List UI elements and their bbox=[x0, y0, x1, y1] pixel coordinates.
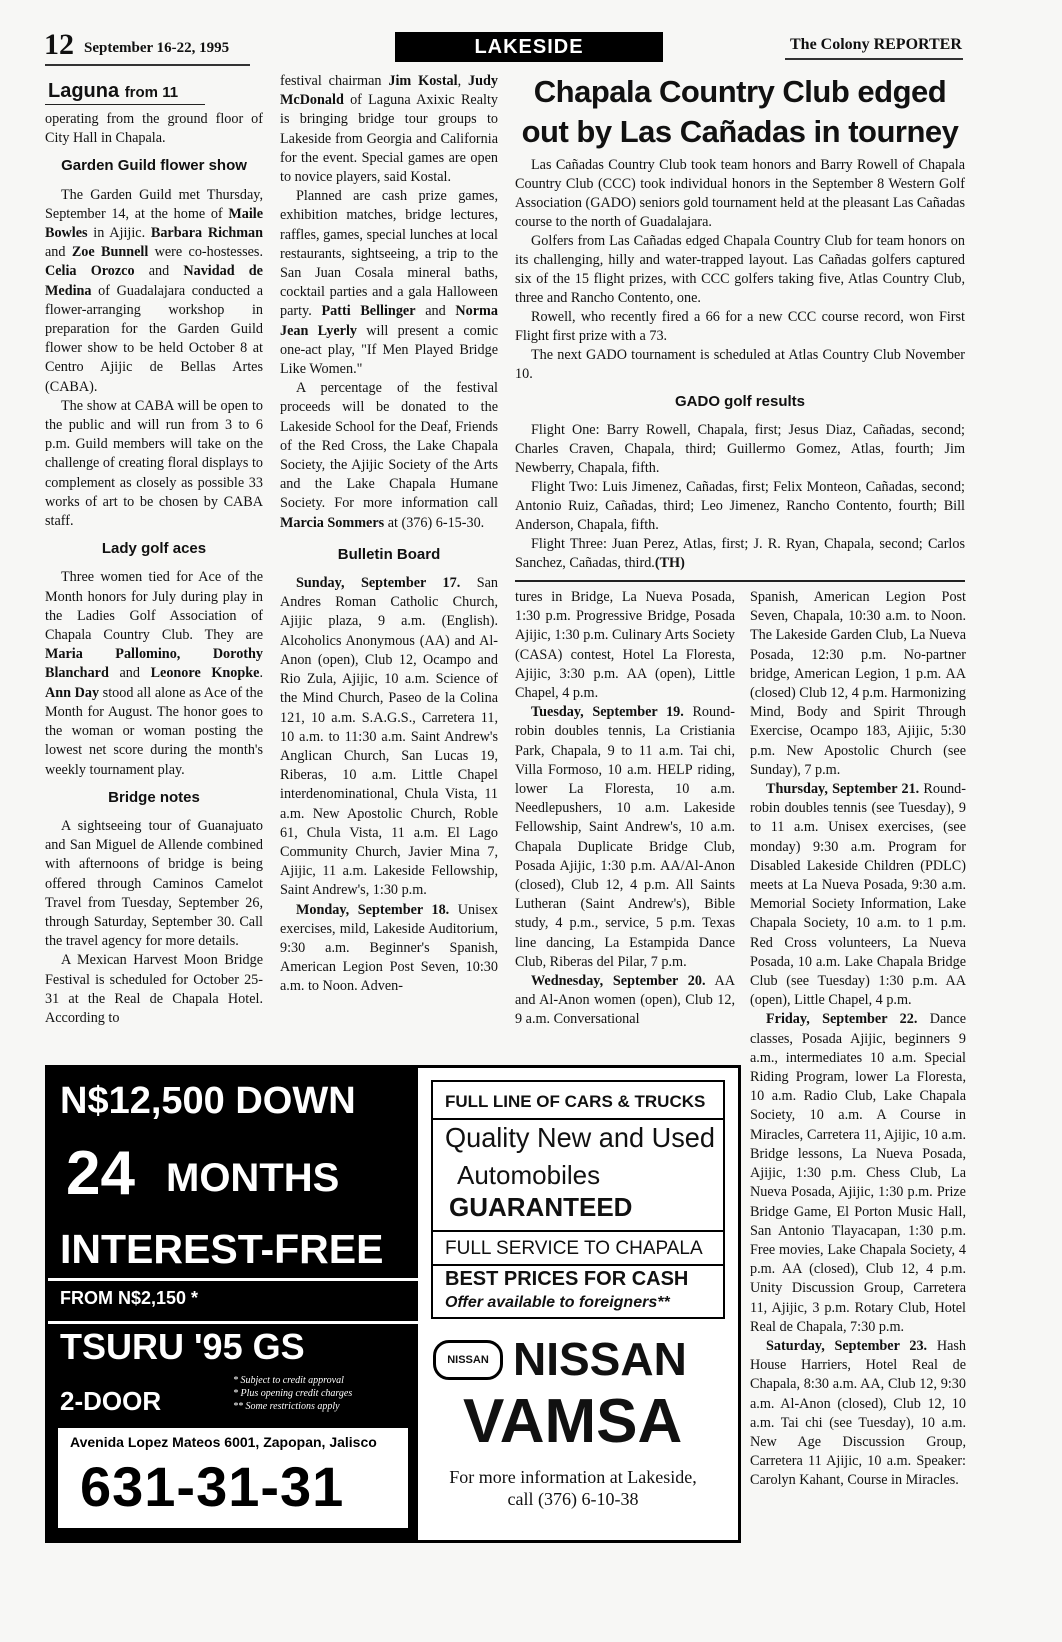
ad-offer-panel bbox=[48, 1068, 418, 1540]
ad-brand: NISSAN bbox=[513, 1333, 687, 1385]
text-run: will present a comic one-act play, "If Men Played Bridge Like Women." bbox=[280, 322, 498, 378]
text-run: Spanish, American Legion Post Seven, Chapala, 10:30 a.m. to Noon. The Lakeside Garden Club, La Nueva Posada, 12:30 p.m. No-partner bridge, American Legion, 1 p.m. AA (closed) Club 12, 4 p.m. Harmonizing Mind, Body and Spirit Through Exercise, Ocampo 183, Ajijic, 5:30 p.m. New Apostolic Church (see Sunday), 7 p.m. bbox=[750, 589, 966, 778]
text-run: Three women tied for Ace of the Month honors for July during play in the Ladies Golf Association of Chapala Country Club. They are bbox=[45, 569, 263, 644]
golf-story bbox=[515, 72, 965, 573]
paragraph bbox=[515, 588, 735, 703]
paragraph bbox=[280, 72, 498, 187]
text-run: The show at CABA will be open to the public and will run from 3 to 6 p.m. Guild members will take on the challenge of creating floral displays to complement as closely as possible 33 works of art to be chosen by CABA staff. bbox=[45, 397, 263, 530]
text-run: Round-robin doubles tennis (see Tuesday), 9 to 11 a.m. Unisex exercises, (see monday) 9:30 a.m. Program for Disabled Lakeside Children (PDLC) meets at La Nueva Posada, 9:30 a.m. Memorial Society Information, Lake Chapala Society, 10 a.m. to 1 p.m. Red Cross volunteers, La Nueva Posada, 10 a.m. Lake Chapala Bridge Club (see Tuesday) 1:30 p.m. AA (open), Little Chapel, 4 p.m. bbox=[750, 781, 966, 1009]
ad-automobiles: Automobiles bbox=[457, 1160, 601, 1190]
ad-quality: Quality New and Used bbox=[445, 1122, 715, 1153]
note: ** Some restrictions apply bbox=[233, 1401, 340, 1412]
text-run: and bbox=[108, 665, 151, 682]
bold-name: Jim Kostal bbox=[388, 73, 458, 89]
paragraph bbox=[45, 110, 263, 148]
subhead-garden: Garden Guild flower show bbox=[61, 157, 247, 175]
paragraph bbox=[515, 156, 965, 232]
divider bbox=[785, 58, 963, 60]
text-run: Golfers from Las Cañadas edged Chapala Country Club for team honors on its challenging, hilly and water-trapped layout. Las Cañadas golfers captured six of the 15 flight prizes, with CCC golfers taking five, Atlas Country Club, three and Rancho Contento, one. bbox=[515, 233, 965, 306]
paragraph bbox=[515, 972, 735, 1030]
paragraph bbox=[515, 535, 965, 573]
text-run: Planned are cash prize games, exhibition matches, bridge lectures, raffles, games, special lunches at local restaurants, sightseeing, a trip to the San Juan Cosala mineral baths, cocktail parties and a gala Halloween party. bbox=[280, 188, 498, 320]
bold-name: Judy McDonald bbox=[280, 73, 499, 109]
section-logo: LAKESIDE bbox=[395, 32, 663, 62]
issue-date: September 16-22, 1995 bbox=[84, 40, 230, 56]
text-run: A percentage of the festival proceeds will be donated to the Lakeside School for the Deaf, Friends of the Red Cross, the Lake Chapala Society, the Ajijic Society of the Arts and the Lake Chapala Humane Society. For more information call bbox=[280, 380, 498, 512]
paragraph bbox=[515, 308, 965, 346]
bold-name: Thursday, September 21. bbox=[766, 781, 920, 798]
text-run: in Ajijic. bbox=[87, 225, 151, 242]
ad-address: Avenida Lopez Mateos 6001, Zapopan, Jalisco bbox=[70, 1434, 377, 1450]
column-3 bbox=[515, 588, 735, 1030]
text-run: at (376) 6-15-30. bbox=[384, 514, 485, 531]
ad-full-line: FULL LINE OF CARS & TRUCKS bbox=[445, 1092, 706, 1111]
paragraph bbox=[750, 780, 966, 1010]
bold-name: Norma Jean Lyerly bbox=[280, 303, 498, 339]
ad-service: FULL SERVICE TO CHAPALA bbox=[445, 1238, 703, 1259]
article-text bbox=[280, 72, 498, 533]
ad-prices: BEST PRICES FOR CASH bbox=[445, 1268, 689, 1290]
paragraph bbox=[750, 1010, 966, 1336]
divider bbox=[45, 104, 205, 105]
text-run: of Guadalajara conducted a flower-arranging workshop in preparation for the Garden Guild flower show to be held October 8 at Centro Ajijic de Bellas Artes (CABA). bbox=[45, 282, 263, 395]
text-run: were co-hostesses. bbox=[148, 244, 263, 261]
ad-dealer-name: VAMSA bbox=[463, 1387, 683, 1456]
publication-name: The Colony REPORTER bbox=[790, 36, 962, 53]
text-run: AA and Al-Anon women (open), Club 12, 9 a.m. Conversational bbox=[515, 973, 735, 1028]
nissan-advertisement bbox=[45, 1065, 741, 1543]
text-run: , bbox=[457, 73, 469, 89]
text-run: Rowell, who recently fired a 66 for a new CCC course record, won First Flight first prize with a 73. bbox=[515, 309, 965, 344]
bold-name: Ann Day bbox=[45, 684, 100, 701]
text-run: Flight One: Barry Rowell, Chapala, first; Jesus Diaz, Cañadas, second; Charles Craven, Chapala, third; Guillermo Gomez, Atlas, fourth; Jim Newberry, Chapala, fifth. bbox=[515, 422, 965, 476]
ad-model: TSURU '95 GS bbox=[60, 1326, 305, 1367]
text-run: Round-robin doubles tennis, La Cristiania Park, Chapala, 9 to 11 a.m. Tai chi, Villa Formoso, 10 a.m. HELP riding, lower La Floresta, 10 a.m. Needlepushers, 10 a.m. Lakeside Fellowship, Saint Andrew's, 10 a.m. Chapala Duplicate Bridge Club, Posada Ajijic, 1:30 p.m. AA/Al-Anon (closed), Club 12, 4 p.m. All Saints Lutheran (Saint Andrew's), Bible study, 4 p.m., service, 5 p.m. Texas line dancing, La Estampida Dance Club, Riberas del Pilar, 7 p.m. bbox=[515, 704, 736, 970]
article-text bbox=[45, 568, 263, 779]
text-run: Flight Three: Juan Perez, Atlas, first; J. R. Ryan, Chapala, second; Carlos Sanchez, Cañadas, third. bbox=[515, 536, 965, 571]
text-run: and bbox=[415, 303, 456, 320]
paragraph bbox=[280, 901, 498, 997]
paragraph bbox=[45, 817, 263, 951]
ad-contact-box bbox=[58, 1428, 408, 1528]
bold-name: Navidad de Medina bbox=[45, 263, 263, 299]
golf-headline: Chapala Country Club edged out by Las Cañadas in tourney bbox=[521, 74, 959, 149]
bold-name: Patti Bellinger bbox=[321, 303, 416, 320]
bold-name: Leonore Knopke bbox=[150, 665, 260, 682]
text-run: Dance classes, Posada Ajijic, beginners 9 a.m., intermediates 10 a.m. Special Riding Program, lower La Floresta, 10 a.m. Radio Club, Lake Chapala Society, 10 a.m. A Course in Miracles, Carretera 11, Ajijic, 10 a.m. Bridge lessons, La Nueva Posada, Ajijic, 1:30 p.m. Chess Club, La Nueva Posada, Ajijic, 1:30 p.m. Prize Bridge Game, El Porton Music Hall, San Antonio Tlayacapan, 1:30 p.m. Free movies, Lake Chapala Society, 4 p.m. AA (closed), Club 12, 4 p.m. Unity Discussion Group, Carretera 11, Ajijic, 3 p.m. Rotary Club, Hotel Real de Chapala, 7:30 p.m. bbox=[750, 1011, 966, 1335]
ad-info-phone: call (376) 6-10-38 bbox=[507, 1489, 639, 1509]
article-text bbox=[515, 421, 965, 573]
text-run: Las Cañadas Country Club took team honors and Barry Rowell of Chapala Country Club (CCC) took individual honors in the September 8 Western Golf Association (GADO) seniors gold tournament held at the pleasant Las Cañadas course to the north of Guadalajara. bbox=[515, 157, 965, 230]
article-text bbox=[45, 817, 263, 1028]
text-run: The Garden Guild met Thursday, September 14, at the home of bbox=[45, 186, 263, 222]
laguna-headline bbox=[48, 80, 178, 103]
note: * Plus opening credit charges bbox=[233, 1388, 353, 1399]
article-text bbox=[280, 574, 498, 996]
bold-name: Maile Bowles bbox=[45, 205, 263, 242]
bold-name: Barbara Richman bbox=[150, 225, 264, 242]
paragraph bbox=[45, 397, 263, 531]
ad-offer: Offer available to foreigners** bbox=[445, 1294, 670, 1311]
bold-name: Marcia Sommers bbox=[280, 514, 385, 531]
paragraph bbox=[45, 186, 263, 397]
article-text bbox=[45, 186, 263, 532]
column-2 bbox=[280, 72, 498, 997]
paragraph bbox=[280, 187, 498, 379]
ad-fine-print bbox=[233, 1374, 352, 1413]
article-text bbox=[45, 110, 263, 148]
text-run: A Mexican Harvest Moon Bridge Festival is scheduled for October 25-31 at the Real de Chapala Hotel. According to bbox=[45, 952, 263, 1026]
nissan-badge-logo: NISSAN bbox=[433, 1340, 503, 1380]
text-run: San Andres Roman Catholic Church, Ajijic plaza, 9 a.m. (English). Alcoholics Anonymous (AA) and Al-Anon (open), Club 12, Ocampo and Rio Zula, Ajijic, 10 a.m. Science of the Mind Church, Paseo de la Colina 121, 10 a.m. S.A.G.S., Carretera 11, 10 a.m. to 11:30 a.m. Saint Andrew's Anglican Church, San Lucas 19, Riberas, 10 a.m. Little Chapel interdenominational, Chula Vista, 11 a.m. New Apostolic Church, Roble 61, Chula Vista, 11 a.m. El Lago Community Church, Javier Mina 7, Ajijic, 11 a.m. Lakeside Fellowship, Saint Andrew's, 1:30 p.m. bbox=[280, 575, 498, 899]
bold-name: (TH) bbox=[654, 555, 685, 571]
paragraph bbox=[750, 1337, 966, 1491]
text-run: . bbox=[259, 665, 263, 682]
subhead-results: GADO golf results bbox=[674, 393, 805, 410]
paragraph bbox=[45, 951, 263, 1028]
paragraph bbox=[515, 421, 965, 478]
bold-name: Sunday, September 17. bbox=[296, 575, 461, 592]
ad-down-payment: N$12,500 DOWN bbox=[60, 1080, 356, 1122]
ad-info-line: For more information at Lakeside, bbox=[449, 1467, 697, 1487]
text-run: Hash House Harriers, Hotel Real de Chapala, 8:30 a.m. AA, Club 12, 9:30 a.m. Al-Anon (closed), Club 12, 10 a.m. Tai chi (see Tuesday), 10 a.m. New Age Discussion Group, Carretera 11 Ajijic, 10 a.m. Speaker: Carolyn Kahant, Course in Miracles. bbox=[750, 1337, 966, 1489]
paragraph bbox=[515, 346, 965, 384]
text-run: festival chairman bbox=[280, 73, 389, 89]
column-1 bbox=[45, 110, 263, 1028]
subhead-golf: Lady golf aces bbox=[101, 540, 207, 558]
text-run: tures in Bridge, La Nueva Posada, 1:30 p.m. Progressive Bridge, Posada Ajijic, 1:30 p.m. Culinary Arts Society (CASA) contest, Hotel La Floresta, Ajijic, 3:30 p.m. AA (open), Little Chapel, 4 p.m. bbox=[515, 589, 735, 702]
headline-text: Laguna bbox=[48, 80, 120, 102]
bold-name: Zoe Bunnell bbox=[71, 244, 149, 261]
text-run: Flight Two: Luis Jimenez, Cañadas, first; Felix Monteon, Cañadas, second; Antonio Ruiz, Cañadas, third; Leo Jimenez, Rancho Contento, fourth; Bill Anderson, Chapala, fifth. bbox=[515, 479, 965, 533]
paragraph bbox=[45, 568, 263, 779]
paragraph bbox=[515, 703, 735, 972]
article-text bbox=[515, 588, 735, 1030]
jump-line: from 11 bbox=[124, 84, 179, 101]
article-text bbox=[750, 588, 966, 1491]
ad-doors: 2-DOOR bbox=[60, 1386, 162, 1416]
text-run: operating from the ground floor of City Hall in Chapala. bbox=[45, 111, 263, 147]
bold-name: Maria Pallomino, Dorothy Blanchard bbox=[45, 646, 263, 682]
text-run: The next GADO tournament is scheduled at Atlas Country Club November 10. bbox=[515, 347, 965, 382]
bulletin-heading: Bulletin Board bbox=[337, 545, 441, 563]
bold-name: Celia Orozco bbox=[45, 263, 135, 280]
ad-dealer-panel bbox=[423, 1068, 738, 1540]
bold-name: Friday, September 22. bbox=[766, 1011, 918, 1028]
bold-name: Monday, September 18. bbox=[296, 901, 450, 918]
text-run: of Laguna Axixic Realty is bringing bridge tour groups to Lakeside from Georgia and California for the event. Special games are open to novice players, said Kostal. bbox=[280, 92, 498, 186]
paragraph bbox=[280, 574, 498, 900]
ad-interest-free: INTEREST-FREE bbox=[60, 1226, 384, 1272]
paragraph bbox=[280, 379, 498, 533]
ad-months-number: 24 bbox=[66, 1139, 135, 1208]
text-run: and bbox=[45, 244, 72, 261]
ad-monthly-price: FROM N$2,150 * bbox=[60, 1288, 199, 1308]
page-number: 12 bbox=[44, 28, 74, 61]
article-text bbox=[515, 156, 965, 384]
bold-name: Tuesday, September 19. bbox=[531, 704, 684, 721]
bold-name: Saturday, September 23. bbox=[766, 1337, 928, 1354]
divider bbox=[45, 64, 250, 66]
bold-name: Wednesday, September 20. bbox=[531, 973, 706, 990]
note: * Subject to credit approval bbox=[233, 1375, 344, 1386]
paragraph bbox=[515, 478, 965, 535]
ad-info bbox=[423, 1466, 723, 1510]
divider bbox=[515, 580, 965, 582]
text-run: and bbox=[134, 263, 184, 280]
ad-guaranteed: GUARANTEED bbox=[449, 1192, 633, 1222]
ad-features-box bbox=[431, 1080, 725, 1319]
paragraph bbox=[515, 232, 965, 308]
text-run: stood all alone as Ace of the Month for August. The honor goes to the woman or woman posting the lowest net score during the month's weekly tournament play. bbox=[45, 684, 263, 778]
text-run: Unisex exercises, mild, Lakeside Auditorium, 9:30 a.m. Beginner's Spanish, American Legion Post Seven, 10:30 a.m. to Noon. Adven- bbox=[280, 901, 498, 995]
paragraph bbox=[750, 588, 966, 780]
ad-months: MONTHS bbox=[166, 1156, 340, 1200]
text-run: A sightseeing tour of Guanajuato and San Miguel de Allende combined with afternoons of bridge is being offered through Caminos Camelot Travel from Tuesday, September 26, through Saturday, September 30. Call the travel agency for more details. bbox=[45, 817, 263, 950]
ad-phone: 631-31-31 bbox=[80, 1455, 345, 1518]
subhead-bridge: Bridge notes bbox=[108, 788, 200, 806]
column-4 bbox=[750, 588, 966, 1491]
